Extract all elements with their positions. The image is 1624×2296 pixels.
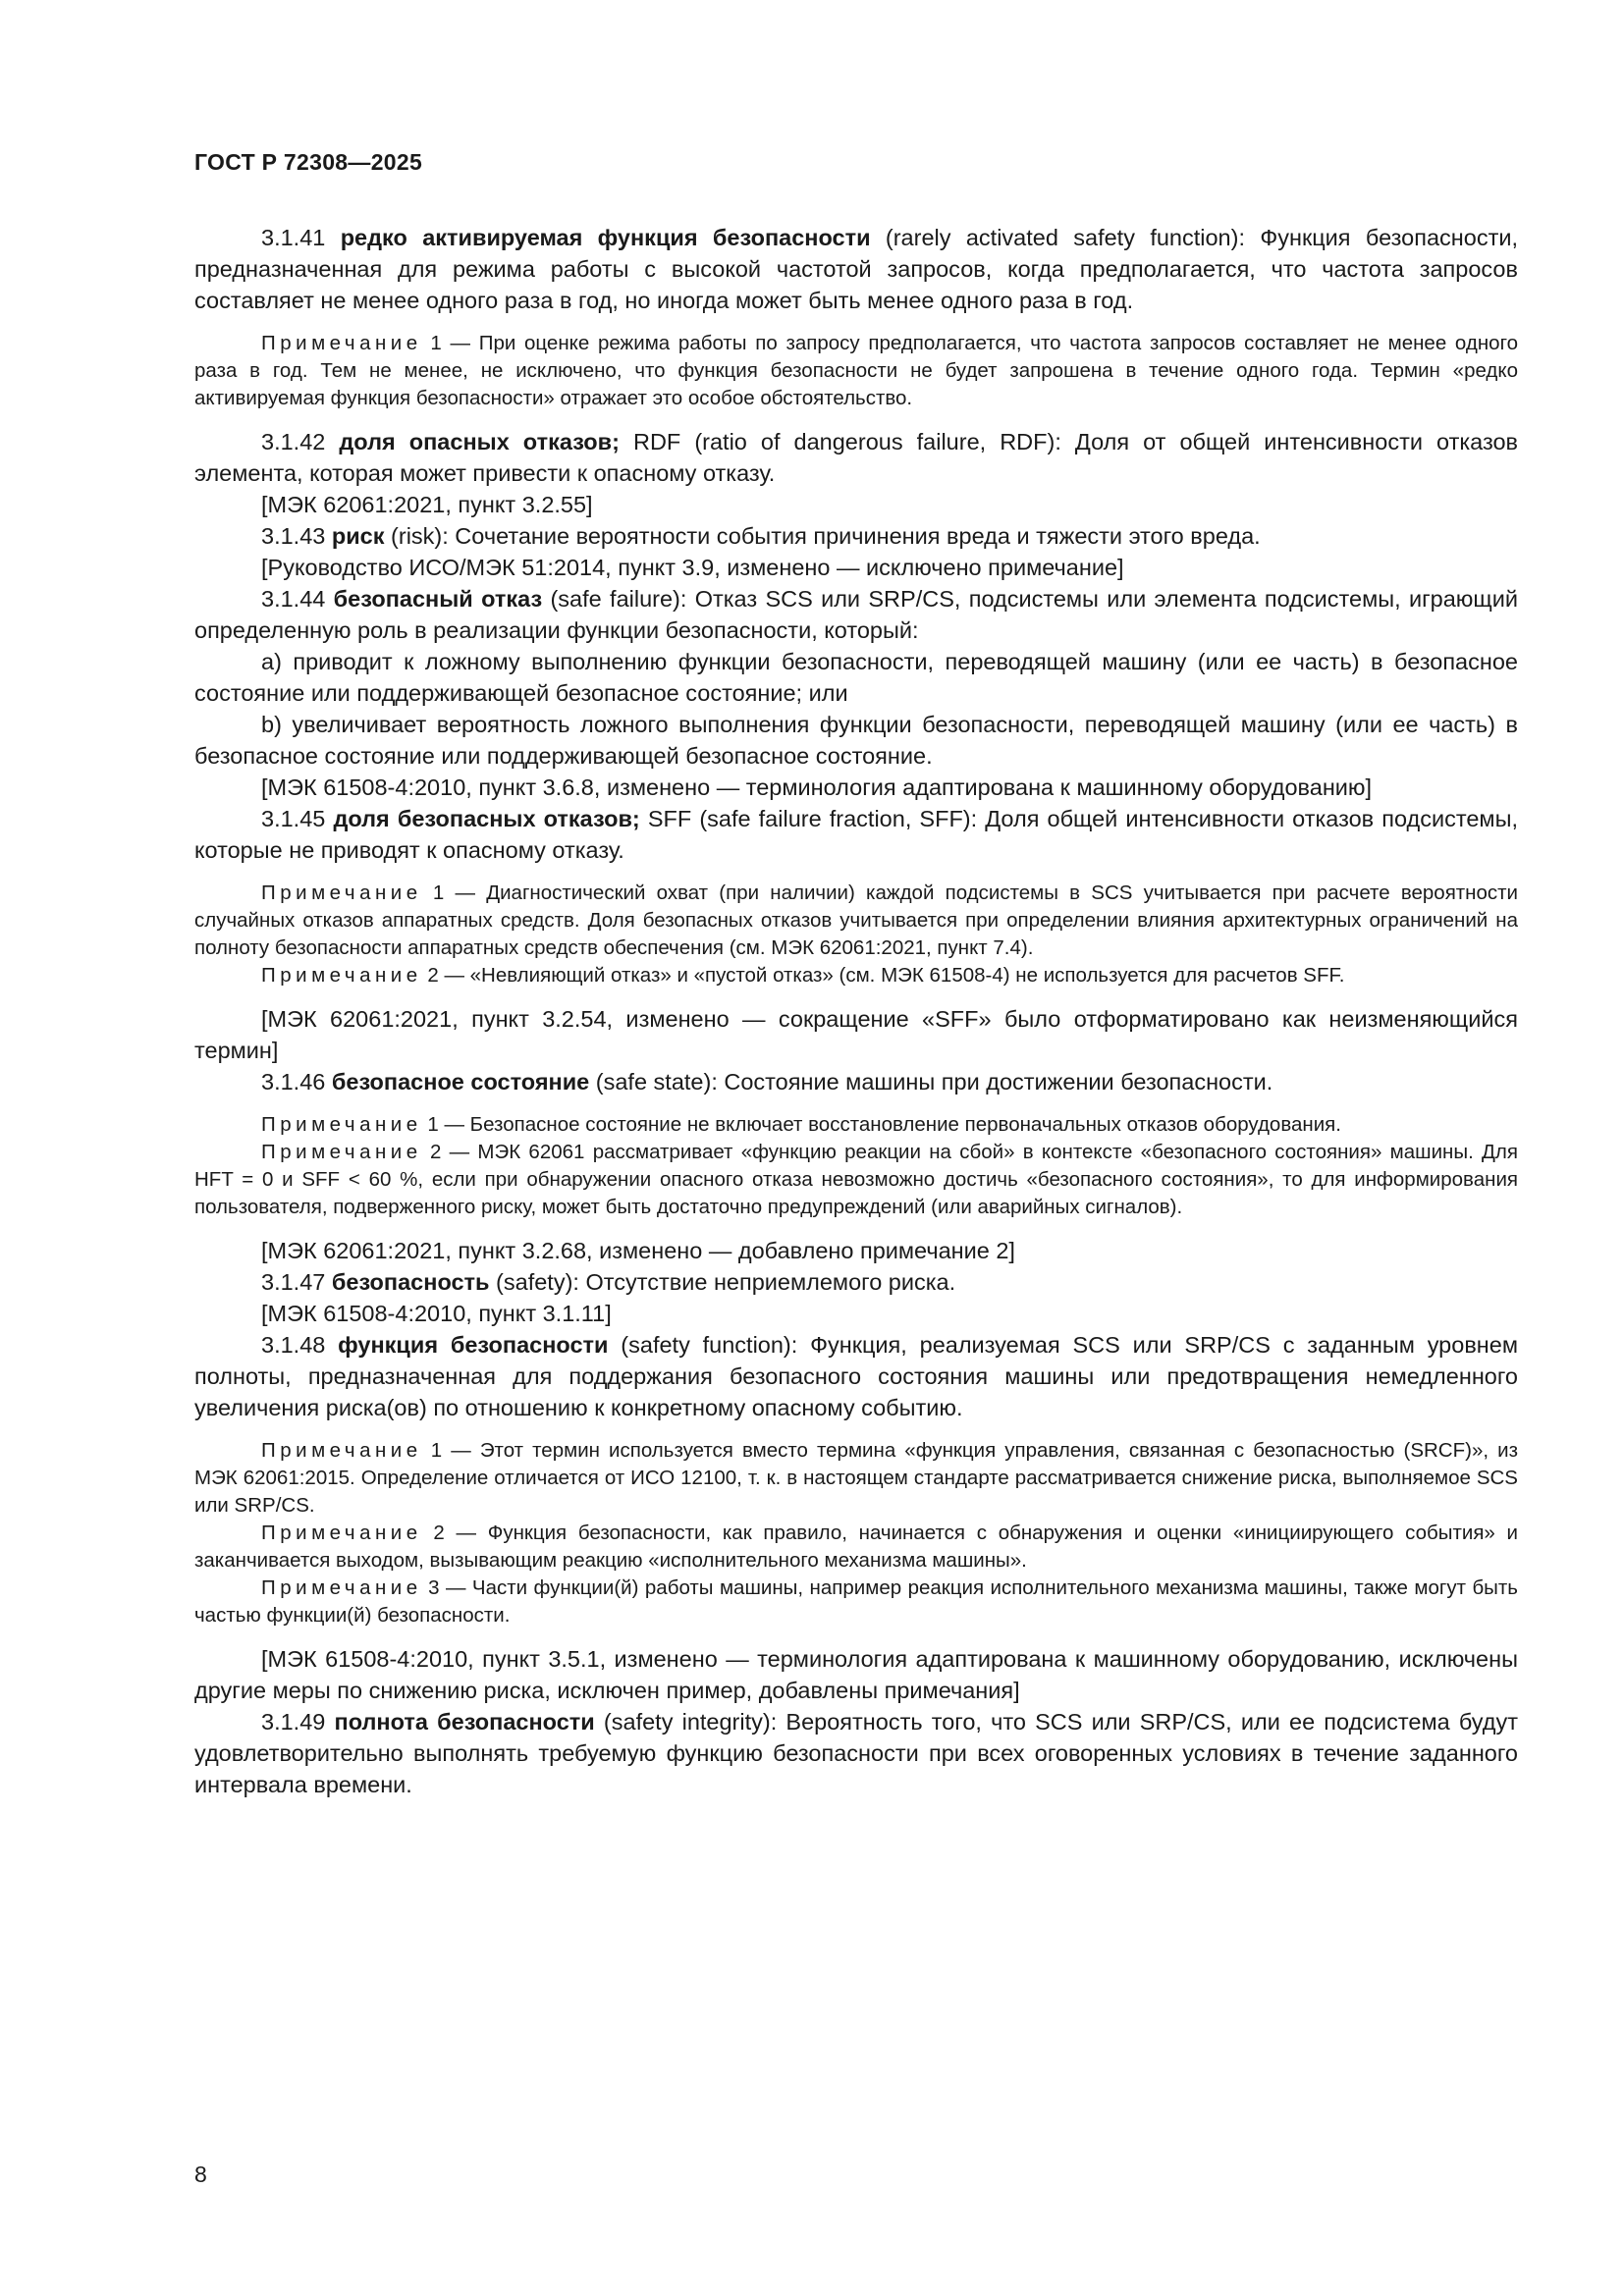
term-number: 3.1.41 — [261, 225, 326, 250]
term-number: 3.1.45 — [261, 806, 326, 831]
note-3-1-48-3 — [194, 1575, 1518, 1629]
term-3-1-42 — [194, 426, 1518, 489]
term-3-1-47 — [194, 1266, 1518, 1298]
reference-3-1-46: [МЭК 62061:2021, пункт 3.2.68, изменено — добавлено примечание 2] — [261, 1238, 1015, 1263]
term-title: безопасность — [331, 1269, 490, 1295]
note-text: 1 — Безопасное состояние не включает восстановление первоначальных отказов оборудования. — [427, 1113, 1341, 1136]
note-text: 1 — При оценке режима работы по запросу предполагается, что частота запросов составляет не менее одного раза в год. Тем не менее, не исключено, что функция безопасности не будет запрошена в течение одного года. Термин «редко активируемая функция безопасности» отражает это особое обстоятельство. — [194, 332, 1518, 409]
note-text: 2 — МЭК 62061 рассматривает «функцию реакции на сбой» в контексте «безопасного состояния» машины. Для HFT = 0 и SFF < 60 %, если при обнаружении опасного отказа невозможно достичь «безопасного состояния», то для информирования пользователя, подверженного риску, может быть достаточно предупреждений (или аварийных сигналов). — [194, 1141, 1518, 1218]
note-label: Примечание — [261, 1141, 422, 1163]
reference-3-1-47: [МЭК 61508-4:2010, пункт 3.1.11] — [261, 1301, 612, 1326]
note-3-1-45-2 — [194, 962, 1518, 989]
term-3-1-41 — [194, 222, 1518, 316]
note-label: Примечание — [261, 1522, 422, 1544]
term-number: 3.1.49 — [261, 1709, 326, 1735]
term-definition: SFF (safe failure fraction, SFF): Доля общей интенсивности отказов подсистемы, которые не приводят к опасному отказу. — [194, 806, 1519, 863]
term-title: безопасный отказ — [333, 586, 543, 612]
term-definition: (risk): Сочетание вероятности события причинения вреда и тяжести этого вреда. — [391, 523, 1261, 549]
term-definition: (safety integrity): Вероятность того, что SCS или SRP/CS, или ее подсистема будут удовлетворительно выполнять требуемую функцию безопасности при всех оговоренных условиях в течение заданного интервала времени. — [194, 1709, 1519, 1797]
note-text: 3 — Части функции(й) работы машины, например реакция исполнительного механизма машины, также могут быть частью функции(й) безопасности. — [194, 1576, 1518, 1627]
note-3-1-45-1 — [194, 880, 1518, 962]
term-title: функция безопасности — [338, 1332, 609, 1358]
list-item-a: а) приводит к ложному выполнению функции безопасности, переводящей машину (или ее часть) в безопасное состояние или поддерживающей безопасное состояние; или — [194, 649, 1518, 706]
list-item-b: b) увеличивает вероятность ложного выполнения функции безопасности, переводящей машину (или ее часть) в безопасное состояние или поддерживающей безопасное состояние. — [194, 712, 1518, 769]
term-number: 3.1.48 — [261, 1332, 326, 1358]
reference-3-1-44: [МЭК 61508-4:2010, пункт 3.6.8, изменено — терминология адаптирована к машинному оборудованию] — [261, 774, 1373, 800]
term-definition: (safety): Отсутствие неприемлемого риска. — [496, 1269, 956, 1295]
document-header: ГОСТ Р 72308—2025 — [194, 149, 423, 175]
note-label: Примечание — [261, 332, 422, 354]
reference-3-1-43: [Руководство ИСО/МЭК 51:2014, пункт 3.9, изменено — исключено примечание] — [261, 555, 1124, 580]
note-label: Примечание — [261, 964, 422, 987]
note-3-1-48-2 — [194, 1520, 1518, 1575]
term-3-1-48 — [194, 1329, 1518, 1423]
page-number: 8 — [194, 2162, 207, 2187]
term-number: 3.1.42 — [261, 429, 326, 454]
note-3-1-46-2 — [194, 1139, 1518, 1221]
note-label: Примечание — [261, 881, 422, 904]
note-text: 1 — Диагностический охват (при наличии) каждой подсистемы в SCS учитывается при расчете вероятности случайных отказов аппаратных средств. Доля безопасных отказов учитывается при определении влияния архитектурных ограничений на полноту безопасности аппаратных средств обеспечения (см. МЭК 62061:2021, пункт 7.4). — [194, 881, 1518, 959]
term-title: редко активируемая функция безопасности — [340, 225, 871, 250]
reference-3-1-45: [МЭК 62061:2021, пункт 3.2.54, изменено — сокращение «SFF» было отформатировано как неизменяющийся термин] — [194, 1006, 1518, 1063]
term-number: 3.1.43 — [261, 523, 326, 549]
note-3-1-48-1 — [194, 1437, 1518, 1520]
term-definition: (safe state): Состояние машины при достижении безопасности. — [595, 1069, 1273, 1095]
document-body — [194, 222, 1518, 1800]
term-3-1-46 — [194, 1066, 1518, 1097]
term-3-1-44 — [194, 583, 1518, 646]
term-title: доля безопасных отказов; — [333, 806, 640, 831]
term-title: безопасное состояние — [331, 1069, 590, 1095]
note-3-1-41-1 — [194, 330, 1518, 412]
term-3-1-49 — [194, 1706, 1518, 1800]
term-title: риск — [331, 523, 385, 549]
reference-3-1-48: [МЭК 61508-4:2010, пункт 3.5.1, изменено — терминология адаптирована к машинному оборудованию, исключены другие меры по снижению риска, исключен пример, добавлены примечания] — [194, 1646, 1518, 1703]
term-number: 3.1.44 — [261, 586, 326, 612]
note-label: Примечание — [261, 1113, 422, 1136]
note-text: 2 — Функция безопасности, как правило, начинается с обнаружения и оценки «инициирующего события» и заканчивается выходом, вызывающим реакцию «исполнительного механизма машины». — [194, 1522, 1518, 1572]
term-number: 3.1.46 — [261, 1069, 326, 1095]
note-text: 2 — «Невлияющий отказ» и «пустой отказ» (см. МЭК 61508-4) не используется для расчетов SFF. — [427, 964, 1345, 987]
note-label: Примечание — [261, 1439, 422, 1462]
term-3-1-45 — [194, 803, 1518, 866]
note-3-1-46-1 — [194, 1111, 1518, 1139]
term-title: доля опасных отказов; — [339, 429, 620, 454]
term-definition: (rarely activated safety function): Функция безопасности, предназначенная для режима работы с высокой частотой запросов, когда предполагается, что частота запросов составляет не менее одного раза в год, но иногда может быть менее одного раза в год. — [194, 225, 1518, 313]
term-number: 3.1.47 — [261, 1269, 326, 1295]
term-3-1-43 — [194, 520, 1518, 552]
term-definition: RDF (ratio of dangerous failure, RDF): Доля от общей интенсивности отказов элемента, которая может привести к опасному отказу. — [194, 429, 1519, 486]
term-definition: (safety function): Функция, реализуемая SCS или SRP/CS с заданным уровнем полноты, предназначенная для поддержания безопасного состояния машины или предотвращения немедленного увеличения риска(ов) по отношению к конкретному опасному событию. — [194, 1332, 1519, 1420]
note-text: 1 — Этот термин используется вместо термина «функция управления, связанная с безопасностью (SRCF)», из МЭК 62061:2015. Определение отличается от ИСО 12100, т. к. в настоящем стандарте рассматривается снижение риска, выполняемое SCS или SRP/CS. — [194, 1439, 1518, 1517]
reference-3-1-42: [МЭК 62061:2021, пункт 3.2.55] — [261, 492, 593, 517]
note-label: Примечание — [261, 1576, 422, 1599]
term-title: полнота безопасности — [334, 1709, 595, 1735]
term-definition: (safe failure): Отказ SCS или SRP/CS, подсистемы или элемента подсистемы, играющий определенную роль в реализации функции безопасности, который: — [194, 586, 1519, 643]
